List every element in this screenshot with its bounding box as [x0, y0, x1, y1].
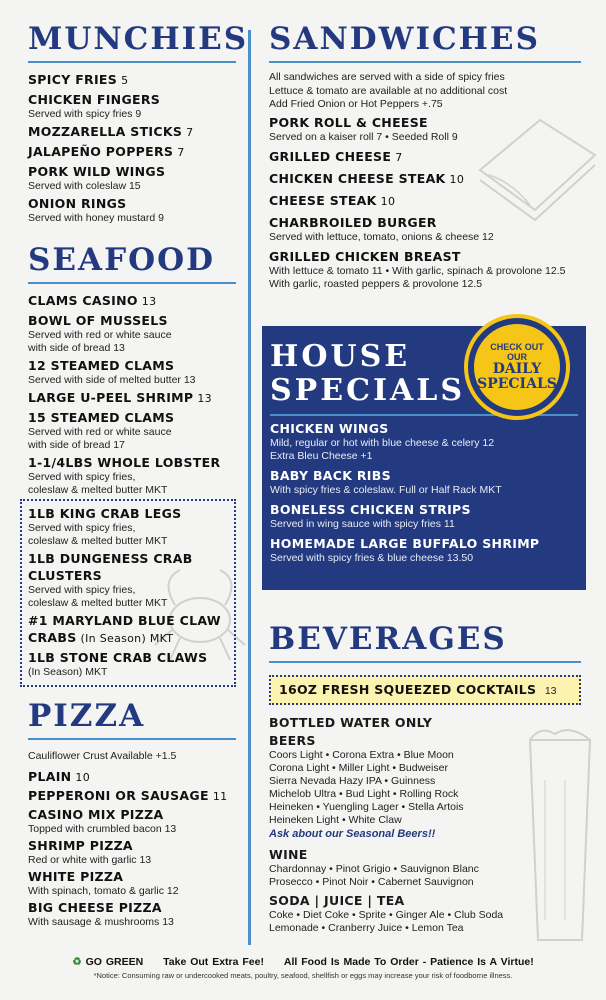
- item-title: CHEESE STEAK: [269, 192, 377, 208]
- beers-title: BEERS: [269, 733, 316, 748]
- menu-item: [28, 163, 236, 193]
- munchies-section: [28, 21, 249, 225]
- drink-line: Coors Light • Corona Extra • Blue Moon: [269, 749, 454, 761]
- menu-item: [28, 312, 236, 355]
- badge-line4: SPECIALS: [477, 376, 557, 392]
- menu-item: [28, 868, 236, 898]
- item-description: Red or white with garlic 13: [28, 853, 152, 866]
- sandwiches-intro-2: Lettuce & tomato are available at no additional cost: [269, 84, 508, 97]
- item-title: GRILLED CHICKEN BREAST: [269, 248, 461, 264]
- item-title: PLAIN: [28, 768, 72, 784]
- item-title: BIG CHEESE PIZZA: [28, 899, 162, 915]
- item-price: 5: [121, 74, 129, 87]
- item-title: JALAPEÑO POPPERS: [28, 144, 174, 159]
- item-title: 1LB STONE CRAB CLAWS: [28, 650, 208, 665]
- menu-item: [28, 195, 236, 225]
- health-notice: *Notice: Consuming raw or undercooked meats, poultry, seafood, shellfish or eggs may increase your risk of foodborne illness.: [93, 971, 513, 980]
- item-title: 1-1/4LBS WHOLE LOBSTER: [28, 455, 221, 470]
- item-description: Topped with crumbled bacon 13: [28, 822, 177, 835]
- item-description-2: Extra Bleu Cheese +1: [270, 450, 373, 462]
- item-name: [269, 248, 581, 265]
- item-description: Served with red or white sauce: [28, 426, 172, 438]
- item-price: 10: [380, 194, 396, 208]
- badge-line1: CHECK OUT: [490, 342, 544, 352]
- item-description: Served with honey mustard 9: [28, 212, 164, 224]
- item-title-cont: CRABS: [28, 630, 77, 645]
- drink-line: Corona Light • Miller Light • Budweiser: [269, 762, 448, 774]
- item-name: [28, 123, 236, 141]
- item-description-2: with side of bread 13: [28, 342, 125, 354]
- drink-line: Sierra Nevada Hazy IPA • Guinness: [269, 775, 436, 787]
- item-description: Served with lettuce, tomato, onions & cheese 12: [269, 230, 494, 243]
- item-name: [269, 148, 581, 166]
- menu-item: [28, 612, 228, 647]
- item-name: [28, 292, 236, 310]
- item-title: BOWL OF MUSSELS: [28, 313, 168, 328]
- item-title: ONION RINGS: [28, 196, 127, 211]
- item-name: [28, 787, 236, 805]
- cocktail-price: 13: [544, 685, 557, 697]
- item-title: CHICKEN CHEESE STEAK: [269, 170, 446, 186]
- item-name: [28, 163, 236, 180]
- menu-item: [269, 148, 581, 166]
- item-name: [28, 357, 236, 374]
- menu-item: [28, 91, 236, 121]
- item-note: (In Season) MKT: [80, 632, 174, 645]
- item-description: Served with spicy fries,: [28, 471, 136, 483]
- item-title: SPICY FRIES: [28, 72, 118, 87]
- munchies-rule: [28, 61, 236, 63]
- item-title: 1LB KING CRAB LEGS: [28, 506, 182, 521]
- menu-item: [270, 535, 578, 565]
- menu-item: [28, 143, 236, 161]
- menu-item: [28, 409, 236, 452]
- left-column: [28, 21, 249, 930]
- item-description: Mild, regular or hot with blue cheese & celery 12: [270, 437, 495, 449]
- pizza-section: [28, 698, 236, 929]
- drink-line: Coke • Diet Coke • Sprite • Ginger Ale • Club Soda: [269, 909, 504, 921]
- menu-item: [28, 71, 236, 89]
- item-name: [270, 467, 578, 484]
- item-title: BABY BACK RIBS: [270, 468, 391, 483]
- item-price: 10: [449, 172, 465, 186]
- beverages-rule: [269, 661, 581, 663]
- sandwich-list: [269, 114, 581, 291]
- item-name: [269, 192, 581, 210]
- drink-line: Prosecco • Pinot Noir • Cabernet Sauvignon: [269, 876, 474, 888]
- item-description: (In Season) MKT: [28, 666, 108, 678]
- item-price: 7: [395, 150, 403, 164]
- sandwiches-intro-3: Add Fried Onion or Hot Peppers +.75: [269, 98, 443, 110]
- item-title: BONELESS CHICKEN STRIPS: [270, 502, 471, 517]
- recycle-icon: ♻: [72, 956, 82, 968]
- item-name: [269, 170, 581, 188]
- munchies-list: [28, 71, 236, 225]
- seafood-rule: [28, 282, 236, 284]
- item-name: [28, 768, 236, 786]
- item-title-cont: CLUSTERS: [28, 568, 102, 583]
- item-description-2: with side of bread 17: [28, 439, 125, 451]
- menu-item: [28, 123, 236, 141]
- menu-item: [28, 787, 236, 805]
- item-description: Served on a kaiser roll 7 • Seeded Roll 9: [269, 130, 458, 143]
- take-out-note: Take Out Extra Fee!: [163, 956, 264, 968]
- item-price: 7: [186, 126, 194, 139]
- item-title: CLAMS CASINO: [28, 293, 138, 308]
- item-name: [28, 899, 236, 916]
- drink-line: Michelob Ultra • Bud Light • Rolling Rock: [269, 788, 459, 800]
- item-price: 13: [197, 392, 212, 405]
- item-name: [28, 409, 236, 426]
- go-green: [72, 956, 143, 968]
- menu-item: [28, 292, 236, 310]
- house-title-line1: HOUSE: [270, 339, 411, 374]
- daily-specials-badge: [468, 318, 566, 416]
- house-list: [270, 420, 578, 565]
- item-description: Served with spicy fries,: [28, 584, 136, 596]
- item-title: CHICKEN FINGERS: [28, 92, 161, 107]
- item-name: [28, 612, 228, 629]
- menu-item: [28, 768, 236, 786]
- item-description: With spinach, tomato & garlic 12: [28, 884, 179, 897]
- munchies-title: MUNCHIES: [28, 21, 249, 57]
- item-name: [28, 505, 228, 522]
- item-title: CASINO MIX PIZZA: [28, 806, 164, 822]
- menu-item: [28, 389, 236, 407]
- menu-item: [28, 454, 236, 497]
- item-name: [28, 195, 236, 212]
- item-title: 12 STEAMED CLAMS: [28, 358, 175, 373]
- item-price: 10: [75, 770, 91, 784]
- soda-list: [269, 909, 581, 935]
- sandwiches-section: [269, 21, 581, 291]
- item-description-2: coleslaw & melted butter MKT: [28, 484, 168, 496]
- item-name: [269, 214, 581, 231]
- menu-item: [269, 248, 581, 291]
- item-title: 15 STEAMED CLAMS: [28, 410, 175, 425]
- wine-list: [269, 863, 581, 889]
- seafood-title: SEAFOOD: [28, 242, 215, 278]
- item-title: SHRIMP PIZZA: [28, 837, 133, 853]
- menu-item: [28, 357, 236, 387]
- item-price: 11: [212, 789, 228, 803]
- seafood-section: [28, 242, 236, 687]
- pizza-intro: Cauliflower Crust Available +1.5: [28, 750, 177, 762]
- menu-item: [270, 467, 578, 497]
- item-name: [28, 837, 236, 854]
- pizza-list: [28, 768, 236, 929]
- sandwiches-intro-1: All sandwiches are served with a side of spicy fries: [269, 71, 505, 83]
- item-name: [28, 550, 228, 567]
- item-name: [28, 868, 236, 885]
- drink-line: Heineken Light • White Claw: [269, 814, 402, 826]
- menu-item: [270, 501, 578, 531]
- item-description: Served with coleslaw 15: [28, 180, 141, 192]
- item-title: PEPPERONI OR SAUSAGE: [28, 787, 209, 803]
- item-name: [28, 91, 236, 108]
- menu-item: [28, 899, 236, 929]
- house-title-line2: SPECIALS: [270, 373, 466, 408]
- item-title: WHITE PIZZA: [28, 868, 124, 884]
- pizza-rule: [28, 738, 236, 740]
- item-name: [28, 806, 236, 823]
- item-name: [28, 312, 236, 329]
- wine-title: WINE: [269, 847, 308, 862]
- item-name: [28, 454, 236, 471]
- column-divider: [248, 30, 251, 945]
- seafood-list: [28, 292, 236, 497]
- house-rule: [270, 414, 578, 416]
- item-name: [28, 649, 228, 666]
- menu-item: [28, 550, 228, 610]
- sandwiches-title: SANDWICHES: [269, 21, 540, 57]
- made-to-order-note: All Food Is Made To Order - Patience Is A Virtue!: [283, 956, 534, 968]
- footer-line: [0, 956, 606, 968]
- sandwiches-rule: [269, 61, 581, 63]
- item-name: [269, 114, 581, 131]
- item-description: With spicy fries & coleslaw. Full or Half Rack MKT: [270, 484, 502, 496]
- item-title: LARGE U-PEEL SHRIMP: [28, 390, 194, 405]
- menu-item: [269, 214, 581, 244]
- item-description: Served with spicy fries,: [28, 522, 136, 534]
- seafood-boxed-specials: [20, 499, 236, 687]
- item-title: CHICKEN WINGS: [270, 421, 389, 436]
- item-name: [270, 501, 578, 518]
- item-title-line2: [28, 629, 228, 647]
- item-description: Served with side of melted butter 13: [28, 374, 196, 386]
- item-name: [28, 389, 236, 407]
- item-description: Served with spicy fries 9: [28, 108, 142, 120]
- item-price: 7: [177, 146, 185, 159]
- menu-item: [270, 420, 578, 463]
- cocktail-box: [269, 675, 581, 705]
- item-description-2: With garlic, roasted peppers & provolone 12.5: [269, 277, 483, 290]
- item-title: 1LB DUNGENESS CRAB: [28, 551, 193, 566]
- item-description-2: coleslaw & melted butter MKT: [28, 597, 168, 609]
- item-name: [270, 535, 578, 552]
- item-description-2: coleslaw & melted butter MKT: [28, 535, 168, 547]
- menu-item: [28, 649, 228, 679]
- menu-item: [28, 806, 236, 836]
- beverages-title: BEVERAGES: [269, 621, 507, 657]
- item-price: 13: [141, 295, 157, 308]
- cocktail-name: 16OZ FRESH SQUEEZED COCKTAILS: [279, 682, 537, 697]
- drink-line: Chardonnay • Pinot Grigio • Sauvignon Blanc: [269, 863, 479, 875]
- soda-title: SODA | JUICE | TEA: [269, 893, 405, 908]
- menu-item: [269, 114, 581, 144]
- menu-item: [269, 170, 581, 188]
- menu-item: [28, 837, 236, 867]
- drink-line: Lemonade • Cranberry Juice • Lemon Tea: [269, 922, 464, 934]
- item-title: MOZZARELLA STICKS: [28, 124, 183, 139]
- item-title: PORK WILD WINGS: [28, 164, 166, 179]
- go-green-label: GO GREEN: [85, 956, 144, 968]
- drink-line: Heineken • Yuengling Lager • Stella Artois: [269, 801, 464, 813]
- item-title: PORK ROLL & CHEESE: [269, 114, 428, 130]
- item-description: Served with red or white sauce: [28, 329, 172, 341]
- right-column: [269, 21, 581, 295]
- item-title: #1 MARYLAND BLUE CLAW: [28, 613, 221, 628]
- item-description: Served in wing sauce with spicy fries 11: [270, 518, 455, 530]
- item-title-line2: [28, 567, 228, 584]
- water-label: BOTTLED WATER ONLY: [269, 715, 433, 730]
- item-description: With sausage & mushrooms 13: [28, 915, 174, 928]
- menu-item: [28, 505, 228, 548]
- footer: [0, 956, 606, 980]
- item-name: [28, 71, 236, 89]
- seasonal-beers-note: Ask about our Seasonal Beers!!: [269, 828, 436, 840]
- badge-line2: OUR: [507, 352, 527, 362]
- item-title: GRILLED CHEESE: [269, 148, 392, 164]
- item-description: Served with spicy fries & blue cheese 13.50: [270, 552, 474, 564]
- item-name: [270, 420, 578, 437]
- menu-item: [269, 192, 581, 210]
- item-title: CHARBROILED BURGER: [269, 214, 437, 230]
- item-description: With lettuce & tomato 11 • With garlic, spinach & provolone 12.5: [269, 264, 566, 277]
- item-name: [28, 143, 236, 161]
- badge-line3: DAILY: [492, 361, 542, 377]
- item-title: HOMEMADE LARGE BUFFALO SHRIMP: [270, 536, 540, 551]
- beer-list: [269, 749, 581, 827]
- beverages-section: [269, 621, 581, 935]
- pizza-title: PIZZA: [28, 698, 146, 734]
